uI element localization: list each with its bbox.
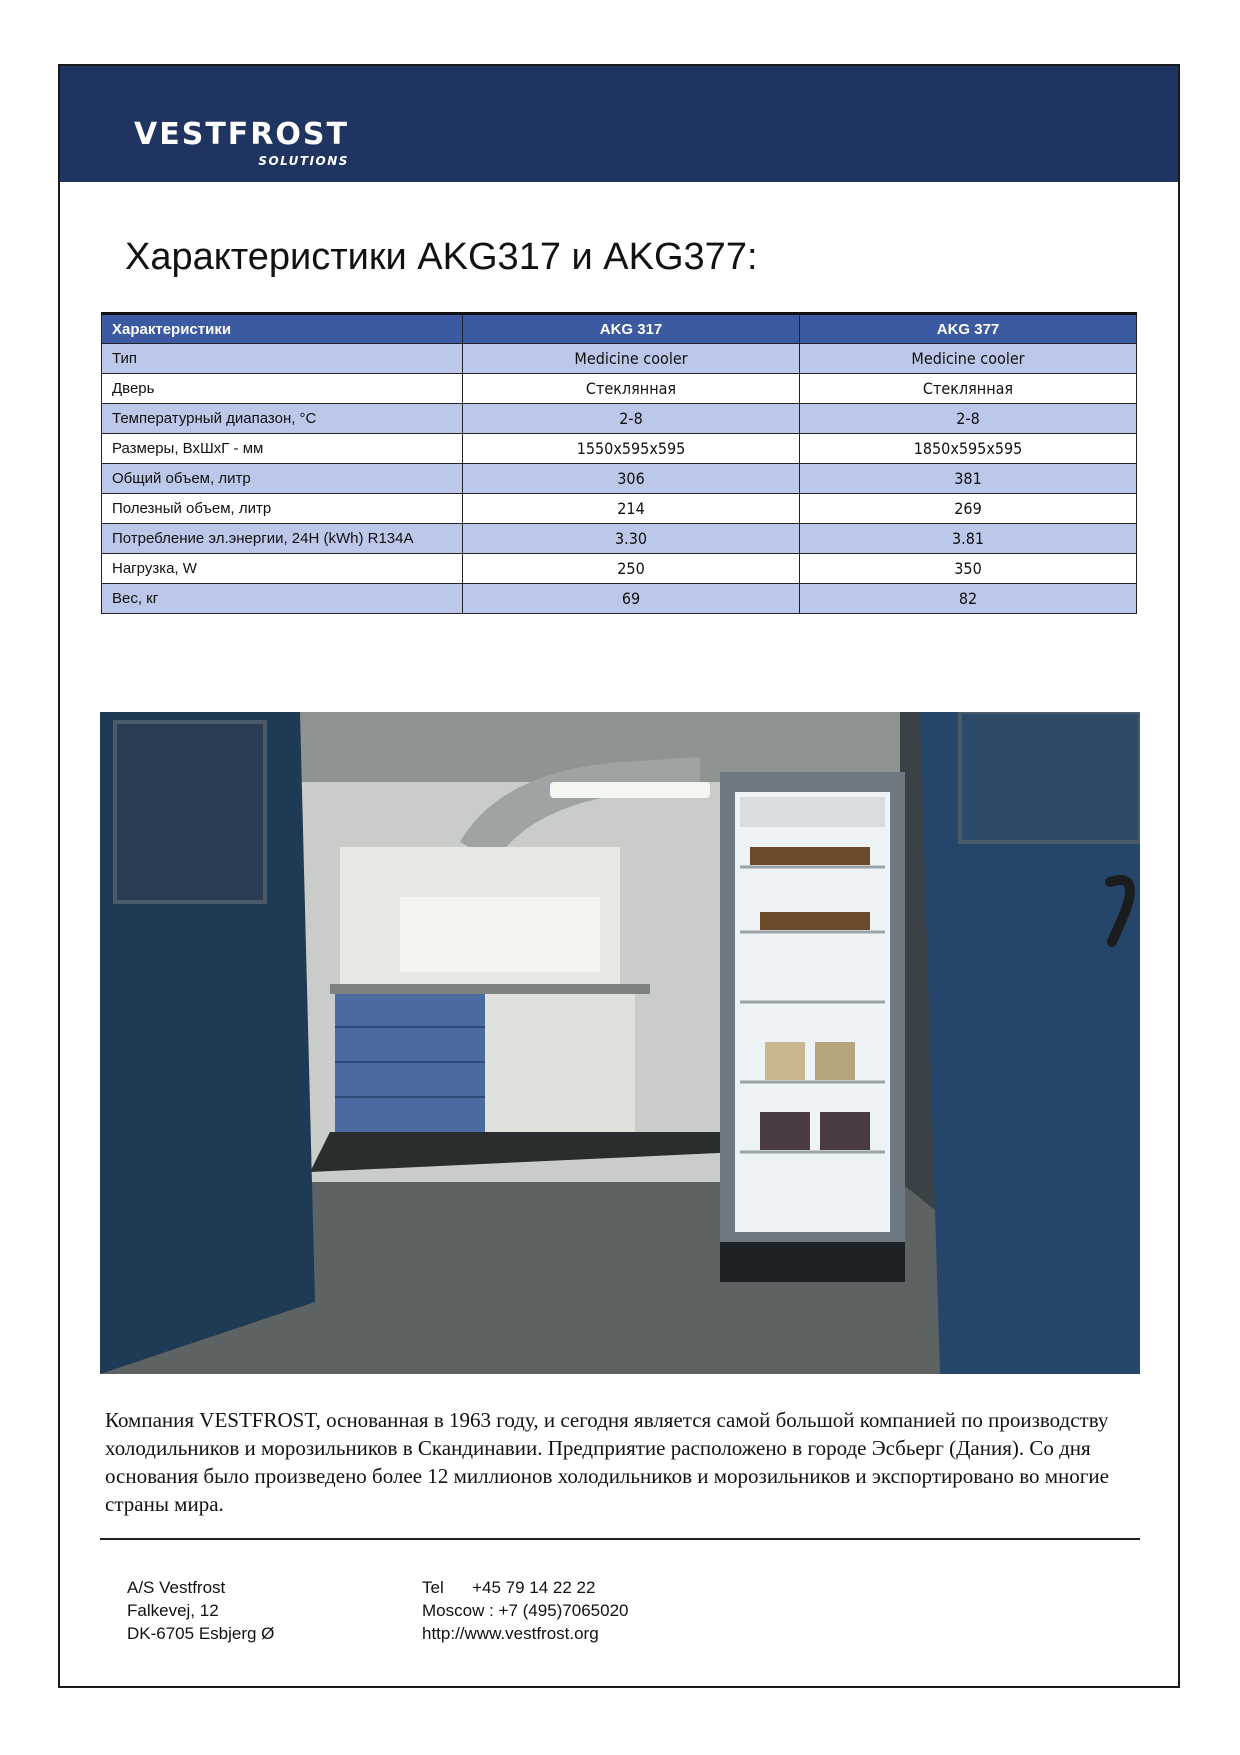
company-name: A/S Vestfrost xyxy=(127,1578,226,1597)
logo-subtitle: SOLUTIONS xyxy=(258,154,349,168)
company-description: Компания VESTFROST, основанная в 1963 году, и сегодня является самой большой компанией по производству холодильников и морозильников в Скандинавии. Предприятие расположено в городе Эсбьерг (Дания). Со дня основания было произведено более 12 миллионов холодильников и морозильников и экспортировано во многие страны мира. xyxy=(105,1408,1109,1516)
contact-phones xyxy=(422,1576,629,1645)
contact-address xyxy=(127,1576,274,1645)
col-header-characteristics: Характеристики xyxy=(102,314,463,344)
city-address: DK-6705 Esbjerg Ø xyxy=(127,1624,275,1643)
row-label: Дверь xyxy=(102,374,463,404)
cell-akg377: 2-8 xyxy=(800,404,1137,434)
cell-akg317: 250 xyxy=(463,554,800,584)
cell-akg317: 3.30 xyxy=(463,524,800,554)
vial-rack-top xyxy=(750,847,870,865)
storage-box xyxy=(815,1042,855,1080)
row-label: Нагрузка, W xyxy=(102,554,463,584)
cell-akg317: Стеклянная xyxy=(463,374,800,404)
ceiling-light xyxy=(550,782,710,798)
row-label: Потребление эл.энергии, 24H (kWh) R134A xyxy=(102,524,463,554)
row-label: Температурный диапазон, °C xyxy=(102,404,463,434)
page-frame xyxy=(58,64,1180,1688)
left-door-window xyxy=(115,722,265,902)
row-label: Тип xyxy=(102,344,463,374)
cell-akg317: 1550x595x595 xyxy=(463,434,800,464)
cell-akg317: 2-8 xyxy=(463,404,800,434)
header-band xyxy=(60,66,1178,182)
storage-box xyxy=(820,1112,870,1150)
cell-akg377: 1850x595x595 xyxy=(800,434,1137,464)
table-row xyxy=(102,524,1137,554)
storage-box xyxy=(760,1112,810,1150)
page-title: Характеристики AKG317 и AKG377: xyxy=(125,236,758,278)
col-header-akg317: AKG 317 xyxy=(463,314,800,344)
table-row xyxy=(102,464,1137,494)
table-row xyxy=(102,584,1137,614)
table-row xyxy=(102,434,1137,464)
cooler-base xyxy=(720,1242,905,1282)
cell-akg377: 381 xyxy=(800,464,1137,494)
phone-moscow: Moscow : +7 (495)7065020 xyxy=(422,1601,629,1620)
cell-akg317: Medicine cooler xyxy=(463,344,800,374)
lab-photo-illustration xyxy=(100,712,1140,1374)
vial-rack-middle xyxy=(760,912,870,930)
bench-top xyxy=(330,984,650,994)
table-row xyxy=(102,374,1137,404)
cell-akg377: 3.81 xyxy=(800,524,1137,554)
lab-photo xyxy=(100,712,1140,1374)
row-label: Размеры, ВхШхГ - мм xyxy=(102,434,463,464)
website-link[interactable]: http://www.vestfrost.org xyxy=(422,1624,599,1643)
cell-akg377: 269 xyxy=(800,494,1137,524)
storage-box xyxy=(765,1042,805,1080)
street-address: Falkevej, 12 xyxy=(127,1601,219,1620)
table-row xyxy=(102,404,1137,434)
row-label: Общий объем, литр xyxy=(102,464,463,494)
cell-akg317: 214 xyxy=(463,494,800,524)
row-label: Вес, кг xyxy=(102,584,463,614)
table-header-row xyxy=(102,314,1137,344)
fume-hood-window xyxy=(400,897,600,972)
table-row xyxy=(102,344,1137,374)
cell-akg377: Стеклянная xyxy=(800,374,1137,404)
table-row xyxy=(102,554,1137,584)
specs-table xyxy=(101,312,1137,614)
cell-akg377: 82 xyxy=(800,584,1137,614)
cell-akg317: 69 xyxy=(463,584,800,614)
logo-name: VESTFROST xyxy=(134,117,349,152)
row-label: Полезный объем, литр xyxy=(102,494,463,524)
cell-akg317: 306 xyxy=(463,464,800,494)
cell-akg377: 350 xyxy=(800,554,1137,584)
bench-underside xyxy=(485,992,635,1132)
col-header-akg377: AKG 377 xyxy=(800,314,1137,344)
phone-tel: Tel +45 79 14 22 22 xyxy=(422,1578,596,1597)
footer-divider xyxy=(100,1538,1140,1540)
vestfrost-logo xyxy=(134,117,349,168)
cell-akg377: Medicine cooler xyxy=(800,344,1137,374)
table-row xyxy=(102,494,1137,524)
right-door-window xyxy=(960,712,1140,842)
